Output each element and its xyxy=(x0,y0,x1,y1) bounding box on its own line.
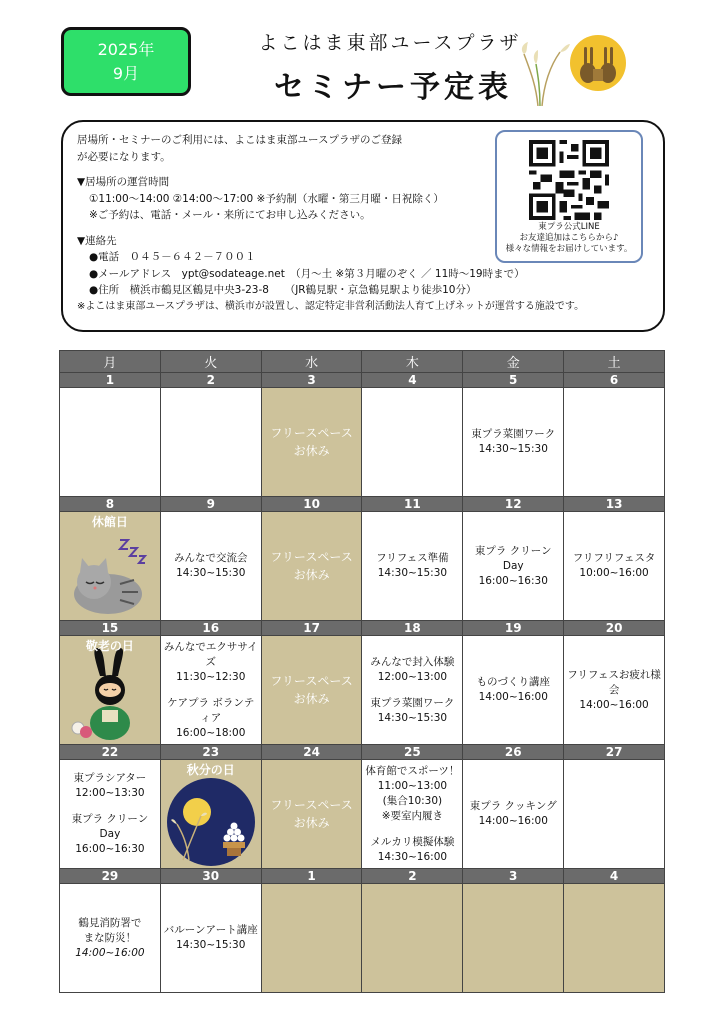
date-number: 10 xyxy=(261,497,362,512)
date-number: 17 xyxy=(261,621,362,636)
qr-caption-info: 様々な情報をお届けしています。 xyxy=(505,244,633,254)
calendar-day-cell[interactable] xyxy=(261,512,362,621)
weekday-sat: 土 xyxy=(564,351,665,373)
calendar-day-cell[interactable] xyxy=(564,636,665,745)
date-number: 5 xyxy=(463,373,564,388)
page-title: セミナー予定表 xyxy=(274,70,512,105)
calendar-day-cell[interactable] xyxy=(362,388,463,497)
week-row xyxy=(60,636,665,745)
contact-email: ●メールアドレス ypt@sodateage.net （月～土 ※第３月曜のぞく ／ 11時～19時まで） xyxy=(89,267,525,280)
closed-notice: お休み xyxy=(293,816,330,830)
event-title: フリフェスお疲れ様会 xyxy=(567,668,661,696)
date-number: 4 xyxy=(564,869,665,884)
date-number: 18 xyxy=(362,621,463,636)
contact-phone: ●電話 ０４５－６４２－７００１ xyxy=(89,251,256,263)
event-title: 東プラ クリーンDay xyxy=(71,813,149,840)
date-number: 24 xyxy=(261,745,362,760)
reservation-note: ※ご予約は、電話・メール・来所にてお申し込みください。 xyxy=(89,209,371,221)
date-number-row xyxy=(60,497,665,512)
event-detail: 12:00~13:30 xyxy=(75,787,145,799)
contact-heading: ▼連絡先 xyxy=(77,234,117,247)
calendar-day-cell[interactable] xyxy=(564,512,665,621)
calendar-day-cell[interactable] xyxy=(564,760,665,869)
event-detail: 10:00~16:00 xyxy=(579,567,649,579)
month: 9月 xyxy=(112,63,140,83)
weekday-tue: 火 xyxy=(160,351,261,373)
event-detail: 16:00~16:30 xyxy=(75,843,145,855)
event-title: みんなでエクササイズ xyxy=(163,640,258,668)
event-detail: 14:00~16:00 xyxy=(478,691,548,703)
date-number: 27 xyxy=(564,745,665,760)
date-number-row xyxy=(60,621,665,636)
event-detail: 14:30~15:30 xyxy=(377,567,448,579)
org-name: よこはま東部ユースプラザ xyxy=(258,32,522,54)
event-detail: 14:30~16:00 xyxy=(377,850,448,863)
date-number: 3 xyxy=(261,373,362,388)
qr-caption-title: 東プラ公式LINE xyxy=(538,222,600,232)
qr-caption-add: お友達追加はこちらから♪ xyxy=(519,233,619,243)
operator-note: ※よこはま東部ユースプラザは、横浜市が設置し、認定特定非営利活動法人育て上げネットが運営する施設です。 xyxy=(77,300,585,312)
weekday-wed: 水 xyxy=(261,351,362,373)
date-number-row xyxy=(60,745,665,760)
weekday-header-row xyxy=(60,351,665,373)
calendar-day-cell[interactable] xyxy=(463,512,564,621)
calendar-day-cell[interactable] xyxy=(463,636,564,745)
event-detail: (集合10:30) xyxy=(382,794,443,807)
event-title: 東プラ クッキング xyxy=(469,800,557,812)
holiday-label: 秋分の日 xyxy=(186,763,235,777)
qr-code-icon[interactable] xyxy=(529,140,609,220)
week-row xyxy=(60,388,665,497)
holiday-label: 休館日 xyxy=(91,515,128,529)
date-number: 26 xyxy=(463,745,564,760)
event-block xyxy=(364,764,460,824)
calendar-day-cell[interactable] xyxy=(463,388,564,497)
closed-notice: お休み xyxy=(293,444,330,458)
event-detail: 14:00~16:00 xyxy=(75,946,145,959)
weekday-fri: 金 xyxy=(463,351,564,373)
date-number: 3 xyxy=(463,869,564,884)
closed-notice: フリースペース xyxy=(270,798,353,812)
date-number: 16 xyxy=(160,621,261,636)
event-detail: 11:00~13:00 xyxy=(377,779,448,792)
date-number: 15 xyxy=(60,621,161,636)
date-number: 13 xyxy=(564,497,665,512)
moon-rabbits-icon xyxy=(566,33,630,93)
event-block xyxy=(163,640,259,685)
event-title: ものづくり講座 xyxy=(476,676,550,688)
event-block xyxy=(364,655,460,685)
event-title: 東プラ クリーンDay xyxy=(474,544,552,572)
event-title: 鶴見消防署で xyxy=(78,916,142,929)
event-detail: 14:30~15:30 xyxy=(377,711,448,724)
registration-note: 居場所・セミナーのご利用には、よこはま東部ユースプラザのご登録 xyxy=(77,134,402,146)
date-number: 23 xyxy=(160,745,261,760)
closed-notice: フリースペース xyxy=(270,674,353,688)
date-number: 1 xyxy=(261,869,362,884)
calendar-day-cell[interactable] xyxy=(261,636,362,745)
event-title: 東プラ菜園ワーク xyxy=(370,696,455,709)
event-title: バルーンアート講座 xyxy=(163,924,258,936)
hours-detail: ①11:00～14:00 ②14:00～17:00 ※予約制（水曜・第三月曜・日祝除く） xyxy=(89,192,444,205)
calendar-day-cell[interactable] xyxy=(60,760,161,869)
event-title: みんなで封入体験 xyxy=(370,655,455,668)
calendar-day-cell[interactable] xyxy=(60,884,161,993)
date-number: 30 xyxy=(160,869,261,884)
hours-heading: ▼居場所の運営時間 xyxy=(77,176,170,188)
closed-notice: フリースペース xyxy=(270,426,353,440)
week-row xyxy=(60,884,665,993)
calendar-day-cell[interactable] xyxy=(463,760,564,869)
date-number: 4 xyxy=(362,373,463,388)
month-badge xyxy=(61,27,191,96)
date-number: 2 xyxy=(362,869,463,884)
date-number: 22 xyxy=(60,745,161,760)
weekday-mon: 月 xyxy=(60,351,161,373)
calendar-day-cell[interactable] xyxy=(261,884,362,993)
event-detail: 14:30~15:30 xyxy=(176,567,246,579)
event-block xyxy=(364,696,460,726)
event-title: メルカリ模擬体験 xyxy=(370,835,455,848)
date-number: 8 xyxy=(60,497,161,512)
date-number: 9 xyxy=(160,497,261,512)
event-title: みんなで交流会 xyxy=(173,552,248,564)
event-detail: ※要室内履き xyxy=(381,809,444,822)
event-title: 体育館でスポーツ！ xyxy=(365,764,460,777)
calendar-day-cell[interactable] xyxy=(160,388,261,497)
event-block xyxy=(364,835,460,865)
date-number: 20 xyxy=(564,621,665,636)
event-block xyxy=(62,771,158,801)
month-year: 2025年 xyxy=(97,39,155,59)
event-title: 東プラシアター xyxy=(73,772,147,784)
date-number: 6 xyxy=(564,373,665,388)
calendar-day-cell[interactable] xyxy=(160,760,261,869)
line-qr-box[interactable] xyxy=(495,130,643,263)
event-detail: 16:00~18:00 xyxy=(176,726,246,739)
event-detail: 12:00~13:00 xyxy=(377,670,448,683)
calendar-day-cell[interactable] xyxy=(564,388,665,497)
event-title: フリフェス準備 xyxy=(376,552,449,564)
event-detail: 14:30~15:30 xyxy=(478,443,548,455)
week-row xyxy=(60,760,665,869)
info-box xyxy=(61,120,665,332)
event-detail: 11:30~12:30 xyxy=(176,670,246,683)
calendar-day-cell[interactable] xyxy=(362,884,463,993)
week-row xyxy=(60,512,665,621)
date-number: 12 xyxy=(463,497,564,512)
calendar-day-cell[interactable] xyxy=(362,636,463,745)
calendar-day-cell[interactable] xyxy=(160,884,261,993)
calendar-day-cell[interactable] xyxy=(60,636,161,745)
date-number: 25 xyxy=(362,745,463,760)
date-number: 11 xyxy=(362,497,463,512)
event-block xyxy=(163,696,259,741)
calendar-day-cell[interactable] xyxy=(362,512,463,621)
calendar-day-cell[interactable] xyxy=(60,388,161,497)
event-title: ケアプラ ボランティア xyxy=(167,696,255,724)
event-detail: 14:00~16:00 xyxy=(579,698,649,711)
calendar-day-cell[interactable] xyxy=(160,512,261,621)
calendar-day-cell[interactable] xyxy=(160,636,261,745)
contact-address: ●住所 横浜市鶴見区鶴見中央3-23-8 （JR鶴見駅・京急鶴見駅より徒歩10分） xyxy=(89,284,477,296)
event-title: フリフリフェスタ xyxy=(572,552,656,564)
event-detail: 16:00~16:30 xyxy=(478,574,548,587)
date-number-row xyxy=(60,373,665,388)
date-number: 2 xyxy=(160,373,261,388)
closed-notice: フリースペース xyxy=(270,550,353,564)
event-block xyxy=(62,812,158,857)
weekday-thu: 木 xyxy=(362,351,463,373)
event-detail: 14:00~16:00 xyxy=(478,815,548,827)
pampas-grass-icon xyxy=(520,40,570,106)
closed-notice: お休み xyxy=(293,692,330,706)
calendar-day-cell[interactable] xyxy=(362,760,463,869)
calendar-day-cell[interactable] xyxy=(261,388,362,497)
event-detail: まな防災！ xyxy=(83,931,137,944)
calendar-day-cell[interactable] xyxy=(463,884,564,993)
event-title: 東プラ菜園ワーク xyxy=(471,428,556,440)
registration-note-cont: が必要になります。 xyxy=(77,150,171,163)
event-detail: 14:30~15:30 xyxy=(176,939,246,951)
calendar-day-cell[interactable] xyxy=(60,512,161,621)
calendar-day-cell[interactable] xyxy=(564,884,665,993)
date-number-row xyxy=(60,869,665,884)
calendar-table xyxy=(59,350,665,993)
date-number: 19 xyxy=(463,621,564,636)
holiday-label: 敬老の日 xyxy=(85,639,134,653)
date-number: 1 xyxy=(60,373,161,388)
date-number: 29 xyxy=(60,869,161,884)
calendar-day-cell[interactable] xyxy=(261,760,362,869)
closed-notice: お休み xyxy=(293,568,330,582)
